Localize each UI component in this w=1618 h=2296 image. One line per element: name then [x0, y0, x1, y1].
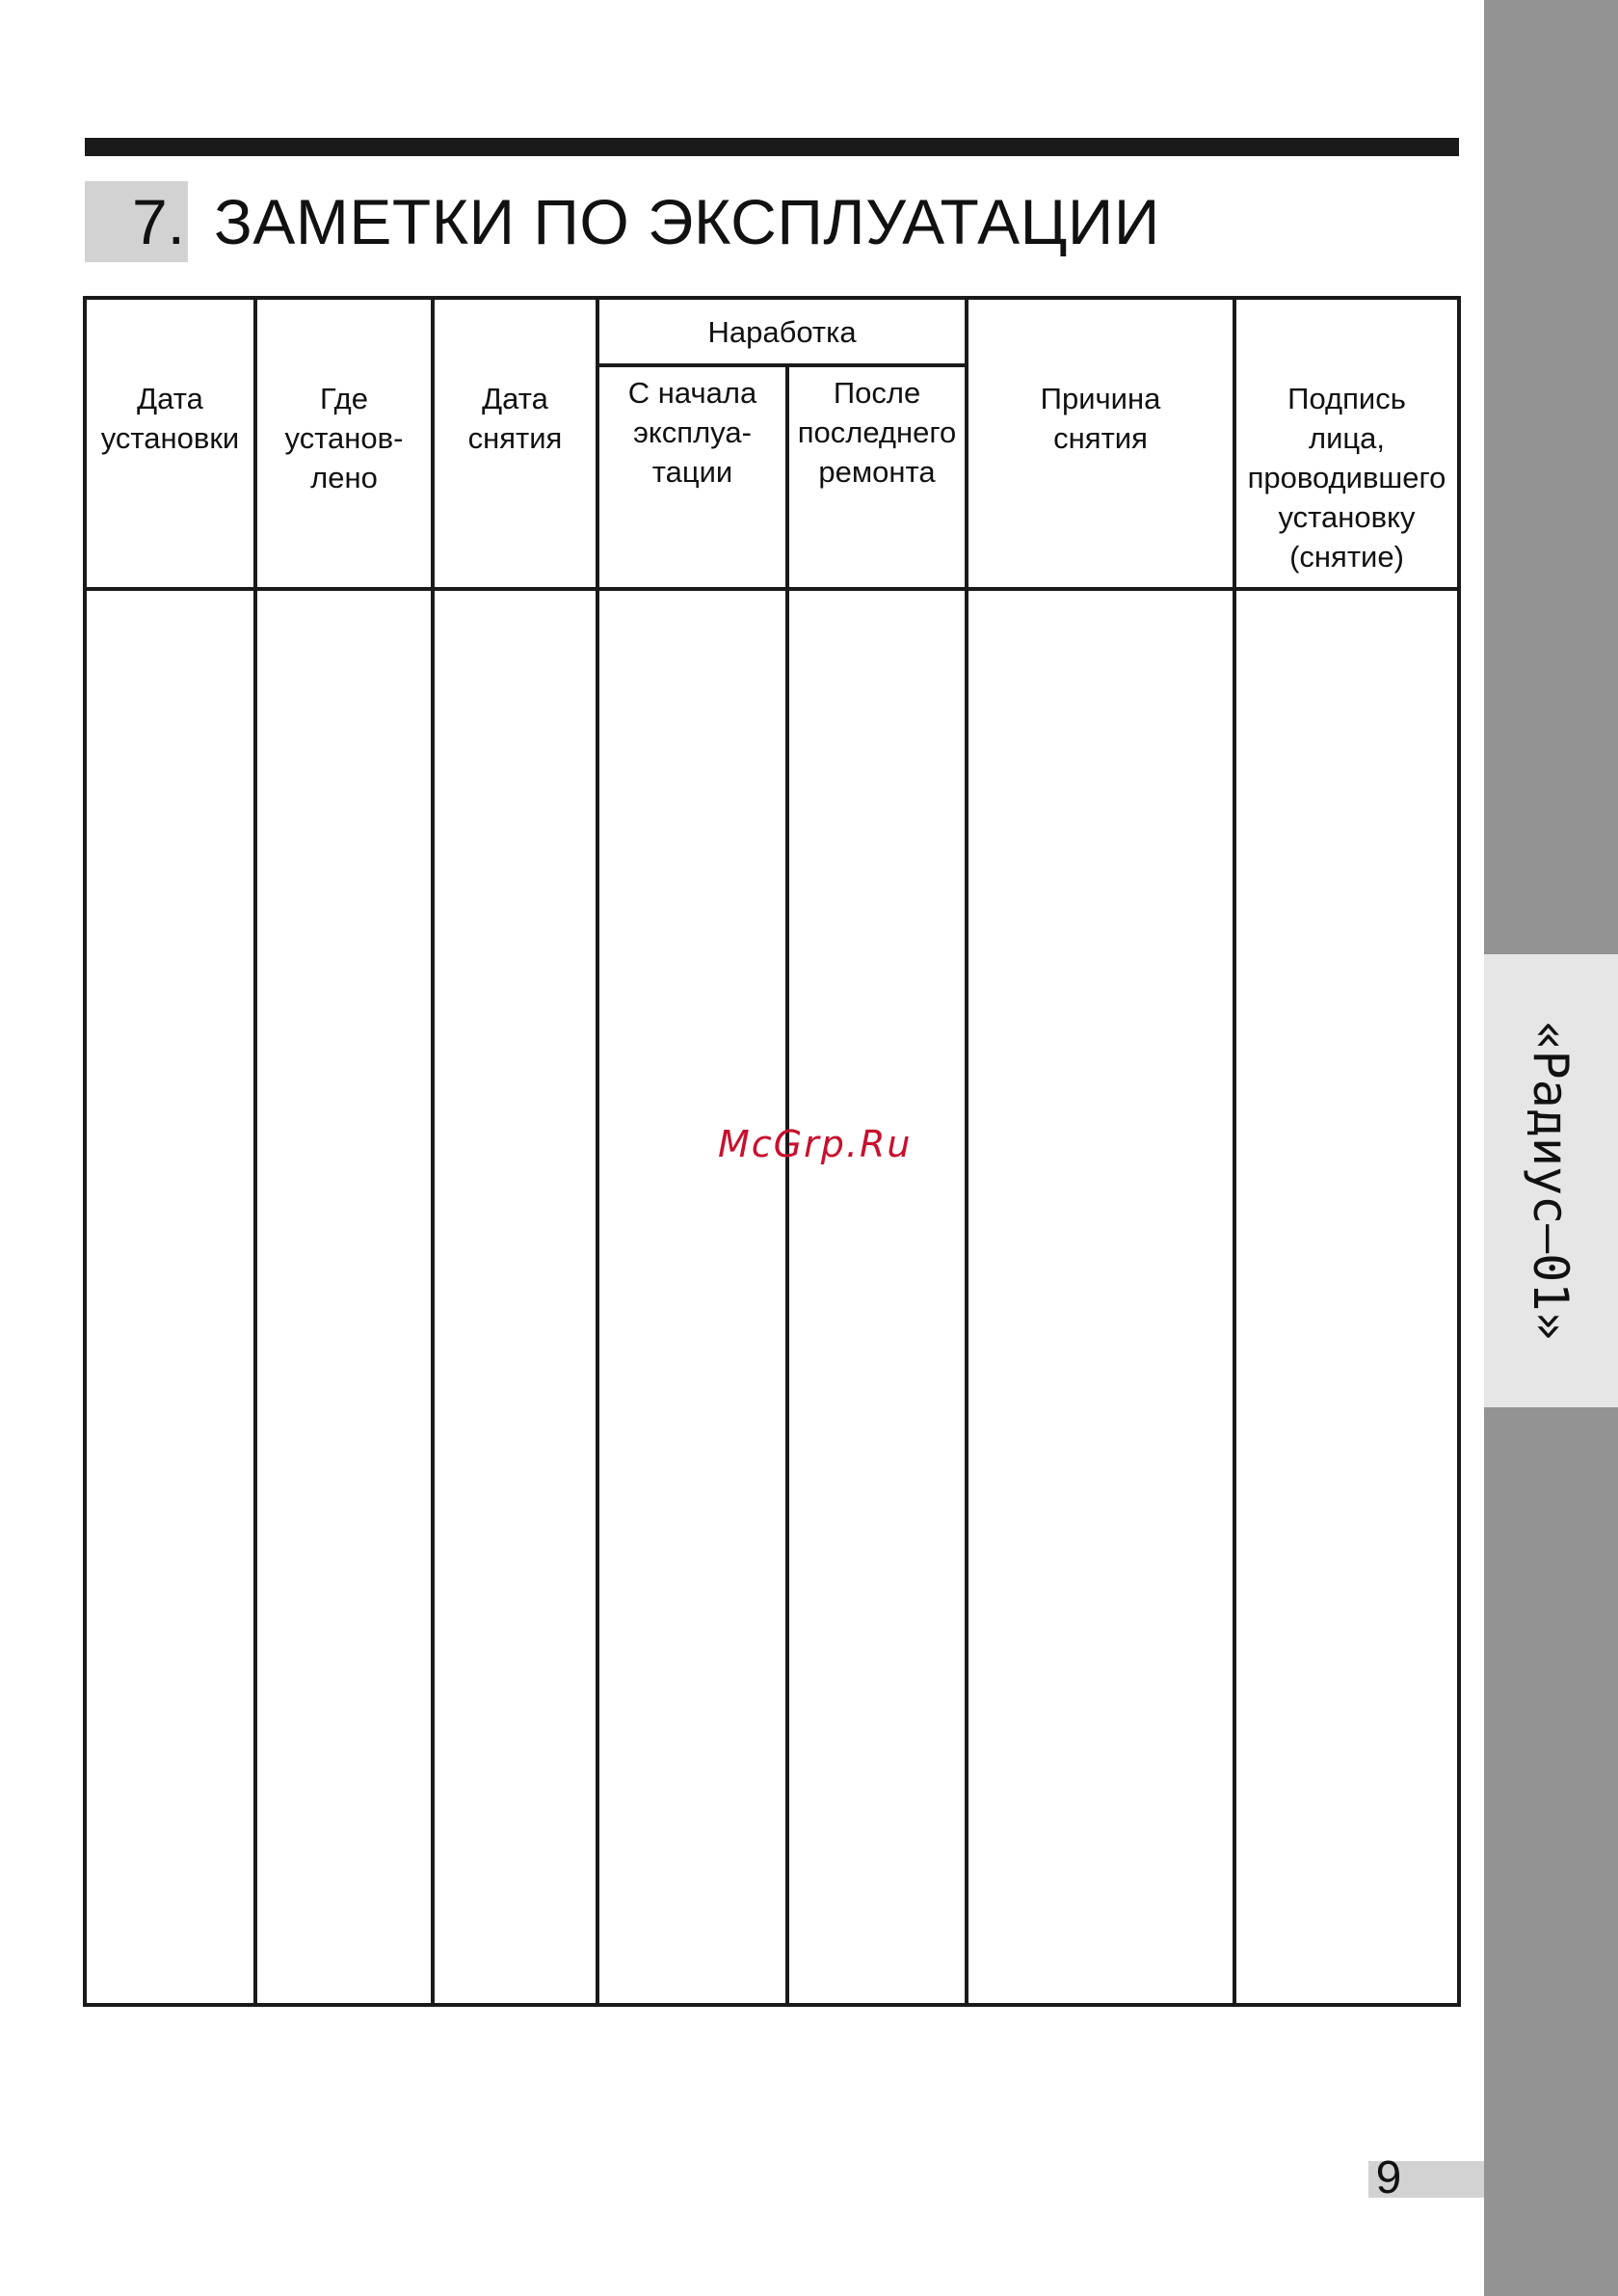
- cell-removal-date: [433, 589, 597, 2005]
- header-operating-time-label: Наработка: [707, 314, 857, 349]
- header-since-start-label: С начала эксплуа- тации: [627, 376, 757, 489]
- cell-removal-reason: [967, 589, 1234, 2005]
- section-number: 7.: [131, 186, 185, 257]
- section-title: ЗАМЕТКИ ПО ЭКСПЛУАТАЦИИ: [214, 186, 1160, 257]
- header-install-date-label: Дата установки: [100, 382, 240, 455]
- cell-location: [255, 589, 433, 2005]
- header-signature-label: Подпись лица, проводившего установку (снятие): [1247, 382, 1446, 574]
- cell-since-repair: [787, 589, 967, 2005]
- header-removal-reason: [967, 298, 1234, 589]
- header-operating-time: [597, 298, 967, 365]
- cell-signature: [1234, 589, 1459, 2005]
- header-signature: [1234, 298, 1459, 589]
- cell-since-start: [597, 589, 787, 2005]
- header-removal-reason-label: Причина снятия: [1040, 382, 1161, 455]
- header-removal-date: [433, 298, 597, 589]
- header-removal-date-label: Дата снятия: [467, 382, 563, 455]
- watermark: McGrp.Ru: [718, 1123, 913, 1165]
- side-label: «Радиус–01»: [1523, 1021, 1578, 1341]
- header-location: [255, 298, 433, 589]
- header-location-label: Где установ- лено: [284, 382, 404, 494]
- header-since-repair: [787, 365, 967, 589]
- page-number: 9: [1375, 2152, 1402, 2203]
- top-rule: [85, 138, 1459, 156]
- header-since-repair-label: После последнего ремонта: [797, 376, 957, 489]
- table-row: [85, 589, 1459, 2005]
- header-since-start: [597, 365, 787, 589]
- header-install-date: [85, 298, 255, 589]
- cell-install-date: [85, 589, 255, 2005]
